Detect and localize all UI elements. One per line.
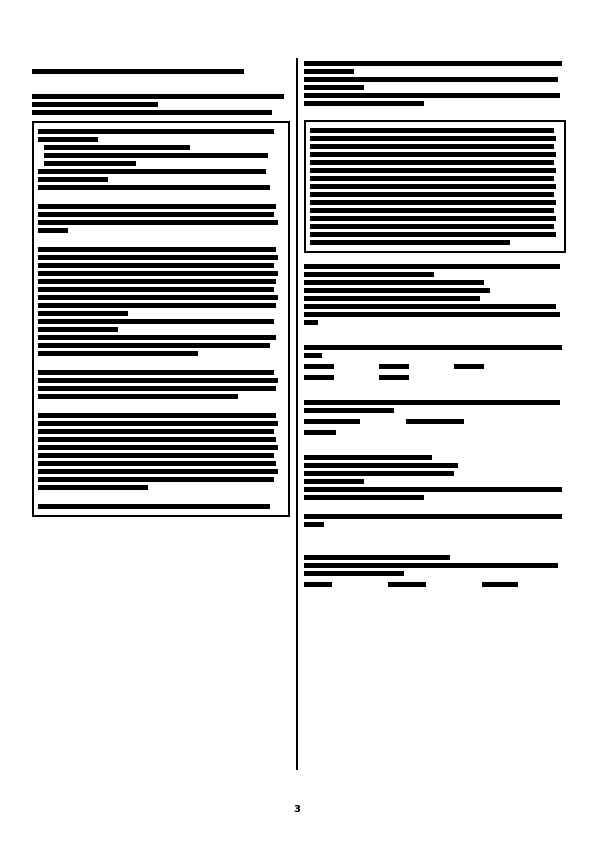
text-line [38, 129, 274, 134]
text-line [304, 69, 354, 74]
text-line [38, 335, 276, 340]
text-line [304, 101, 424, 106]
text-line [38, 169, 266, 174]
text-line [38, 279, 276, 284]
text-line [38, 421, 278, 426]
question-line [32, 94, 284, 99]
text-line [38, 228, 68, 233]
text-line [304, 345, 562, 350]
question-line [32, 102, 158, 107]
text-line [304, 471, 454, 476]
text-line [38, 370, 274, 375]
text-line [304, 400, 560, 405]
text-line [38, 461, 276, 466]
text-line [38, 177, 108, 182]
text-line [304, 571, 404, 576]
option-a [304, 364, 334, 369]
option-c [454, 364, 484, 369]
text-line [304, 463, 458, 468]
text-line [38, 485, 148, 490]
text-line [38, 469, 278, 474]
text-line [38, 319, 274, 324]
answer-options [304, 579, 518, 590]
answer-options [304, 416, 464, 427]
text-line [310, 152, 556, 157]
text-line [304, 93, 560, 98]
text-line [310, 200, 556, 205]
text-line [304, 304, 556, 309]
text-line [304, 563, 558, 568]
text-line [304, 455, 432, 460]
text-line [38, 295, 278, 300]
text-line [38, 445, 278, 450]
text-line [38, 303, 276, 308]
text-line [38, 185, 270, 190]
text-line [304, 312, 560, 317]
text-line [38, 263, 274, 268]
column-divider [296, 58, 298, 770]
answer-options [304, 361, 484, 372]
option-b [406, 419, 464, 424]
text-line [38, 204, 276, 209]
text-line [38, 453, 274, 458]
text-line [310, 168, 556, 173]
text-line [304, 522, 324, 527]
text-line [38, 212, 274, 217]
page-number: 3 [294, 804, 301, 815]
text-line [310, 216, 556, 221]
right-reading-box [304, 120, 566, 253]
text-line [304, 555, 450, 560]
text-line [304, 61, 562, 66]
option-c [304, 430, 336, 435]
text-line [38, 311, 128, 316]
option-c [482, 582, 518, 587]
text-line [38, 220, 278, 225]
text-line [38, 437, 276, 442]
text-line [38, 429, 274, 434]
option-b [379, 375, 409, 380]
text-line [310, 232, 556, 237]
text-line [304, 495, 424, 500]
text-line [38, 413, 276, 418]
text-line [310, 176, 554, 181]
text-line [310, 136, 556, 141]
option-b [379, 364, 409, 369]
answer-options [304, 372, 484, 383]
text-line [38, 477, 274, 482]
text-line [304, 77, 558, 82]
text-line [310, 160, 554, 165]
text-line [304, 408, 394, 413]
text-line [38, 378, 278, 383]
text-line [310, 128, 554, 133]
text-line [304, 479, 364, 484]
text-line [304, 288, 490, 293]
text-line [304, 487, 562, 492]
text-line [304, 353, 322, 358]
text-line [38, 504, 270, 509]
text-line [304, 272, 434, 277]
text-line [44, 161, 136, 166]
text-line [310, 144, 554, 149]
left-column [32, 66, 290, 517]
option-a [304, 419, 360, 424]
text-line [304, 514, 562, 519]
header-line [32, 69, 244, 74]
text-line [38, 351, 198, 356]
text-line [310, 208, 554, 213]
text-line [304, 296, 480, 301]
right-column [304, 58, 566, 590]
left-reading-box [32, 121, 290, 517]
text-line [310, 192, 554, 197]
option-b [388, 582, 426, 587]
text-line [304, 264, 560, 269]
text-line [38, 255, 278, 260]
text-line [38, 287, 274, 292]
text-line [38, 394, 238, 399]
text-line [38, 386, 276, 391]
text-line [44, 153, 268, 158]
text-line [304, 320, 318, 325]
text-line [310, 240, 510, 245]
text-line [44, 145, 190, 150]
text-line [304, 85, 364, 90]
text-line [38, 137, 98, 142]
text-line [38, 327, 118, 332]
text-line [304, 280, 484, 285]
question-line [32, 110, 272, 115]
option-a [304, 582, 332, 587]
option-a [304, 375, 334, 380]
text-line [38, 247, 276, 252]
text-line [310, 184, 556, 189]
text-line [310, 224, 554, 229]
text-line [38, 271, 278, 276]
text-line [38, 343, 270, 348]
